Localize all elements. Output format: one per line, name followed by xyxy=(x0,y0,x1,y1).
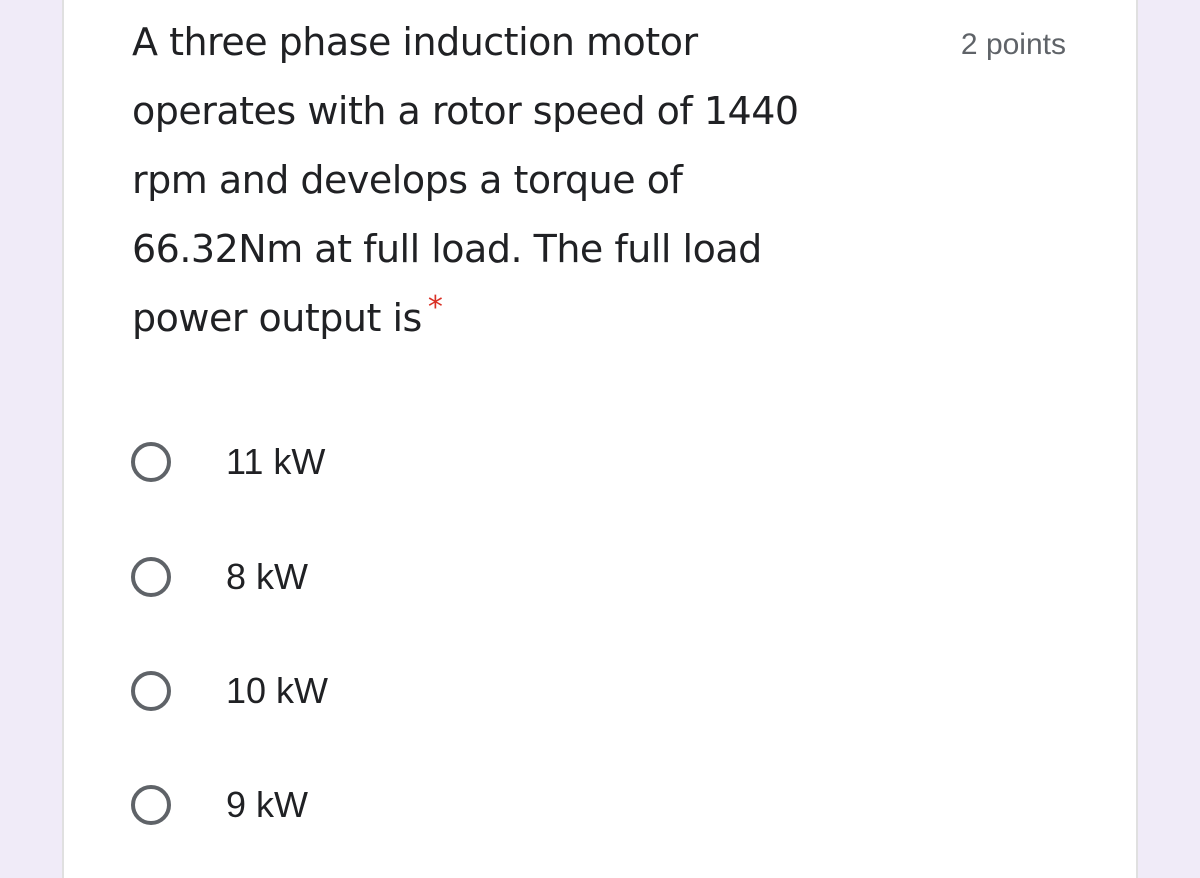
question-line-last xyxy=(132,284,912,356)
question-line-text: power output is xyxy=(132,296,422,340)
radio-button[interactable] xyxy=(131,671,171,711)
option-label: 9 kW xyxy=(226,784,309,825)
radio-button[interactable] xyxy=(131,442,171,482)
option-8-kw[interactable] xyxy=(128,545,308,609)
option-11-kw[interactable] xyxy=(128,430,325,494)
option-label: 8 kW xyxy=(226,556,309,597)
required-asterisk: * xyxy=(427,290,443,325)
question-line: 66.32Nm at full load. The full load xyxy=(132,227,762,271)
question-line: operates with a rotor speed of 1440 xyxy=(132,89,799,133)
question-line: rpm and develops a torque of xyxy=(132,158,683,202)
radio-button[interactable] xyxy=(131,785,171,825)
points-label: 2 points xyxy=(960,28,1066,61)
question-title xyxy=(132,8,912,356)
option-10-kw[interactable] xyxy=(128,659,328,723)
option-label: 11 kW xyxy=(226,441,326,482)
option-9-kw[interactable] xyxy=(128,773,308,837)
radio-button[interactable] xyxy=(131,557,171,597)
question-line: A three phase induction motor xyxy=(132,20,698,64)
option-label: 10 kW xyxy=(226,670,329,711)
